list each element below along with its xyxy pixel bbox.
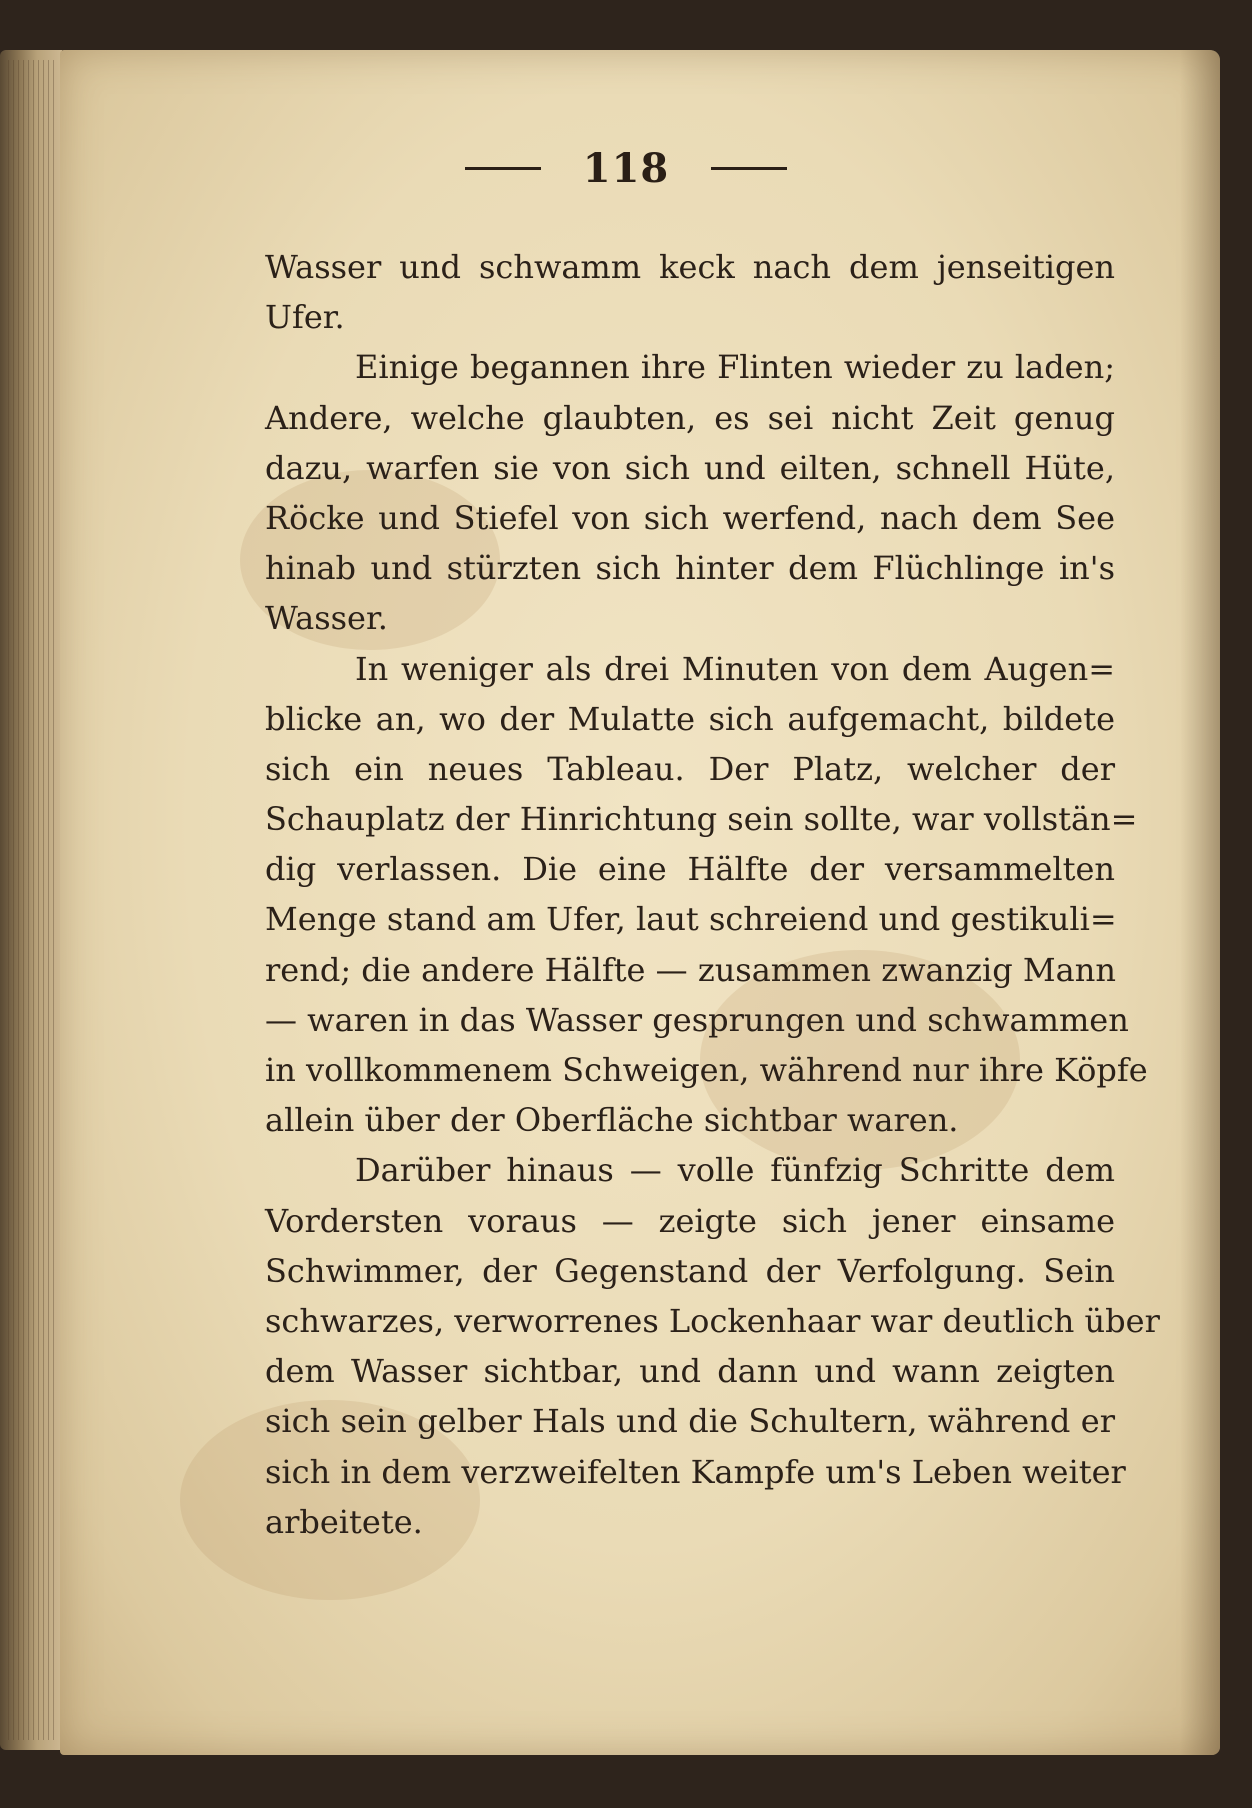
text-line: Röcke und Stiefel von sich werfend, nach dem See (265, 498, 1115, 537)
page-number: 118 (582, 145, 670, 192)
text-line: Schwimmer, der Gegenstand der Verfolgung. Sein (265, 1251, 1115, 1290)
text-line: sich ein neues Tableau. Der Platz, welcher der (265, 749, 1115, 788)
text-line: Vordersten voraus — zeigte sich jener einsame (265, 1201, 1115, 1240)
text-line: hinab und stürzten sich hinter dem Flüchlinge in's (265, 549, 1115, 588)
text-line: Schauplatz der Hinrichtung sein sollte, war vollstän= (265, 800, 1138, 839)
page-gutter-shadow (1180, 50, 1220, 1755)
text-line: schwarzes, verworrenes Lockenhaar war deutlich über (265, 1301, 1160, 1340)
text-line: Darüber hinaus — volle fünfzig Schritte dem (355, 1151, 1115, 1190)
text-line: Wasser und schwamm keck nach dem jenseitigen (265, 248, 1115, 286)
text-line: sich in dem verzweifelten Kampfe um's Leben weiter (265, 1452, 1126, 1491)
text-line: Menge stand am Ufer, laut schreiend und gestikuli= (265, 900, 1117, 939)
text-line: Wasser. (265, 599, 388, 638)
text-line: allein über der Oberfläche sichtbar waren. (265, 1101, 959, 1140)
text-line: blicke an, wo der Mulatte sich aufgemacht, bildete (265, 699, 1115, 738)
text-line: — waren in das Wasser gesprungen und schwammen (265, 1000, 1129, 1039)
text-line: dig verlassen. Die eine Hälfte der versammelten (265, 850, 1115, 889)
page-header (0, 145, 1252, 195)
header-rule-left (465, 167, 541, 170)
text-line: Ufer. (265, 298, 345, 337)
text-line: dazu, warfen sie von sich und eilten, schnell Hüte, (265, 448, 1115, 487)
page-edge-lines (8, 60, 58, 1740)
header-rule-right (711, 167, 787, 170)
text-line: Einige begannen ihre Flinten wieder zu laden; (355, 348, 1115, 387)
text-line: in vollkommenem Schweigen, während nur ihre Köpfe (265, 1051, 1148, 1089)
text-line: rend; die andere Hälfte — zusammen zwanzig Mann (265, 950, 1116, 989)
text-line: arbeitete. (265, 1502, 423, 1541)
text-line: Andere, welche glaubten, es sei nicht Zeit genug (265, 398, 1115, 437)
text-line: sich sein gelber Hals und die Schultern, während er (265, 1402, 1115, 1441)
body-text (265, 242, 1160, 1547)
text-line: dem Wasser sichtbar, und dann und wann zeigten (265, 1352, 1115, 1391)
text-line: In weniger als drei Minuten von dem Augen= (355, 649, 1115, 688)
